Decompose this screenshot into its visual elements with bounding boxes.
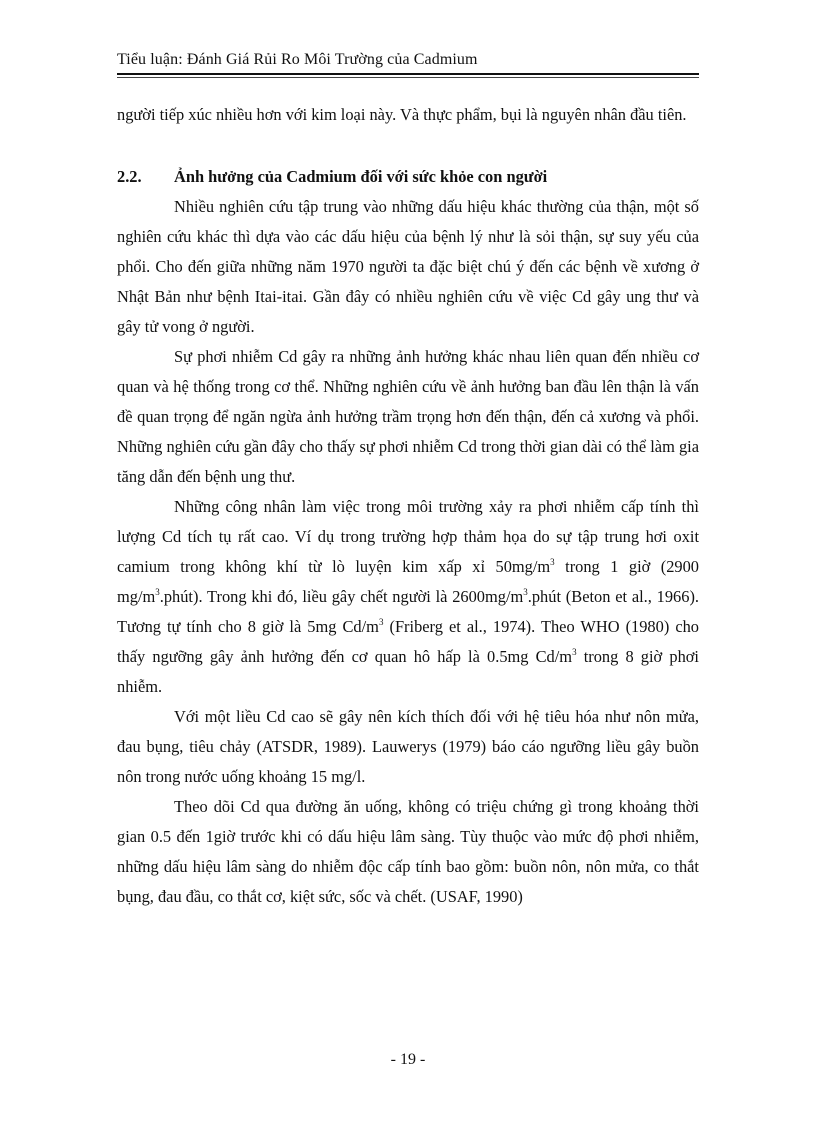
superscript-3: 3	[550, 557, 555, 567]
running-header: Tiểu luận: Đánh Giá Rủi Ro Môi Trường của Cadmium	[117, 51, 478, 68]
superscript-3: 3	[523, 587, 528, 597]
p3-text-3: .phút). Trong khi đó, liều gây chết người là 2600mg/m	[159, 587, 524, 606]
header-rule-thick	[117, 73, 699, 75]
paragraph-4: Với một liều Cd cao sẽ gây nên kích thích đối với hệ tiêu hóa như nôn mửa, đau bụng, tiêu chảy (ATSDR, 1989). Lauwerys (1979) báo cáo ngưỡng liều gây buồn nôn trong nước uống khoảng 15 mg/l.	[117, 707, 699, 786]
page-number: - 19 -	[390, 1051, 426, 1068]
superscript-3: 3	[572, 647, 577, 657]
intro-paragraph: người tiếp xúc nhiều hơn với kim loại này. Và thực phẩm, bụi là nguyên nhân đầu tiên.	[117, 105, 687, 124]
section-title: Ảnh hưởng của Cadmium đối với sức khỏe con người	[174, 167, 548, 186]
paragraph-2: Sự phơi nhiễm Cd gây ra những ảnh hưởng khác nhau liên quan đến nhiều cơ quan và hệ thống trong cơ thể. Những nghiên cứu về ảnh hưởng ban đầu lên thận là vấn đề quan trọng để ngăn ngừa ảnh hưởng trầm trọng hơn đến thận, đến cả xương và phổi. Những nghiên cứu gần đây cho thấy sự phơi nhiễm Cd trong thời gian dài có thể làm gia tăng dẫn đến bệnh ung thư.	[117, 347, 699, 486]
section-heading	[117, 162, 699, 192]
paragraph-5: Theo dõi Cd qua đường ăn uống, không có triệu chứng gì trong khoảng thời gian 0.5 đến 1giờ trước khi có dấu hiệu lâm sàng. Tùy thuộc vào mức độ phơi nhiễm, những dấu hiệu lâm sàng do nhiễm độc cấp tính bao gồm: buồn nôn, nôn mửa, co thắt bụng, đau đầu, co thắt cơ, kiệt sức, sốc và chết. (USAF, 1990)	[117, 797, 699, 906]
p3-text-4: .phút (Beton et al., 1966). Tương tự tính cho 8 giờ là 5mg Cd/m	[117, 587, 700, 636]
superscript-3: 3	[378, 617, 384, 627]
p3-text-6: trong 8 giờ phơi nhiễm.	[117, 647, 699, 696]
paragraph-1: Nhiều nghiên cứu tập trung vào những dấu hiệu khác thường của thận, một số nghiên cứu khác thì dựa vào các dấu hiệu của bệnh lý như là sỏi thận, sự suy yếu của phổi. Cho đến giữa những năm 1970 người ta đặc biệt chú ý đến các bệnh về xương ở Nhật Bản như bệnh Itai-itai. Gần đây có nhiều nghiên cứu về việc Cd gây ung thư và gây tử vong ở người.	[117, 197, 699, 336]
page-body	[117, 100, 699, 912]
p3-text-2: trong 1 giờ (2900 mg/m	[117, 557, 699, 606]
paragraph-3	[117, 492, 699, 702]
p3-text-5: (Friberg et al., 1974). Theo WHO (1980) cho thấy ngưỡng gây ảnh hưởng đến cơ quan hô hấp là 0.5mg Cd/m	[117, 617, 699, 666]
section-number: 2.2.	[117, 167, 142, 186]
header-rule-thin	[117, 77, 699, 78]
superscript-3: 3	[155, 587, 160, 597]
p3-text-1: Những công nhân làm việc trong môi trường xảy ra phơi nhiễm cấp tính thì lượng Cd tích tụ rất cao. Ví dụ trong trường hợp thảm họa do sự tập trung hơi oxit camium trong không khí từ lò luyện kim xấp xỉ 50mg/m	[117, 497, 699, 576]
